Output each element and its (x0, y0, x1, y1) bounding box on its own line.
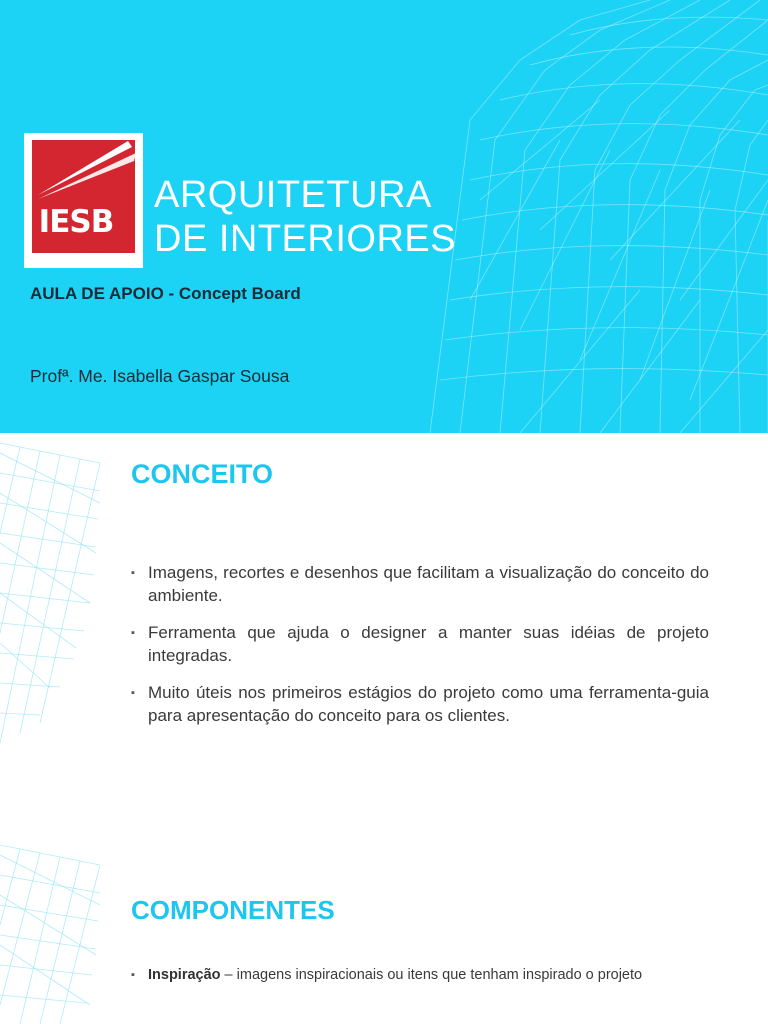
title-line-1: ARQUITETURA (154, 174, 432, 216)
conceito-bullet-list (131, 561, 709, 741)
iesb-logo (24, 133, 143, 268)
logo-text: IESB (38, 204, 114, 240)
author-name: Profª. Me. Isabella Gaspar Sousa (30, 366, 290, 386)
corner-wireframe-graphic (0, 835, 110, 1024)
componentes-heading: COMPONENTES (131, 895, 335, 925)
cover-title (154, 173, 484, 261)
list-item (131, 965, 709, 985)
cover-slide (0, 0, 768, 433)
title-line-2: DE INTERIORES (154, 218, 457, 260)
list-item: ▪ Muito úteis nos primeiros estágios do projeto como uma ferramenta-guia para apresentação do conceito para os clientes. (131, 681, 709, 727)
bullet-text: – imagens inspiracionais ou itens que tenham inspirado o projeto (220, 967, 643, 983)
logo-subtext: Centro Universitário (32, 243, 120, 253)
corner-wireframe-graphic (0, 433, 110, 763)
cover-subtitle: AULA DE APOIO - Concept Board (30, 284, 301, 303)
componentes-bullet-list (131, 965, 709, 985)
bullet-term: Inspiração (148, 967, 221, 983)
list-item: ▪ Imagens, recortes e desenhos que facilitam a visualização do conceito do ambiente. (131, 561, 709, 607)
conceito-slide (0, 433, 768, 835)
list-item: ▪ Ferramenta que ajuda o designer a manter suas idéias de projeto integradas. (131, 621, 709, 667)
conceito-heading: CONCEITO (131, 459, 274, 489)
componentes-slide (0, 835, 768, 1024)
